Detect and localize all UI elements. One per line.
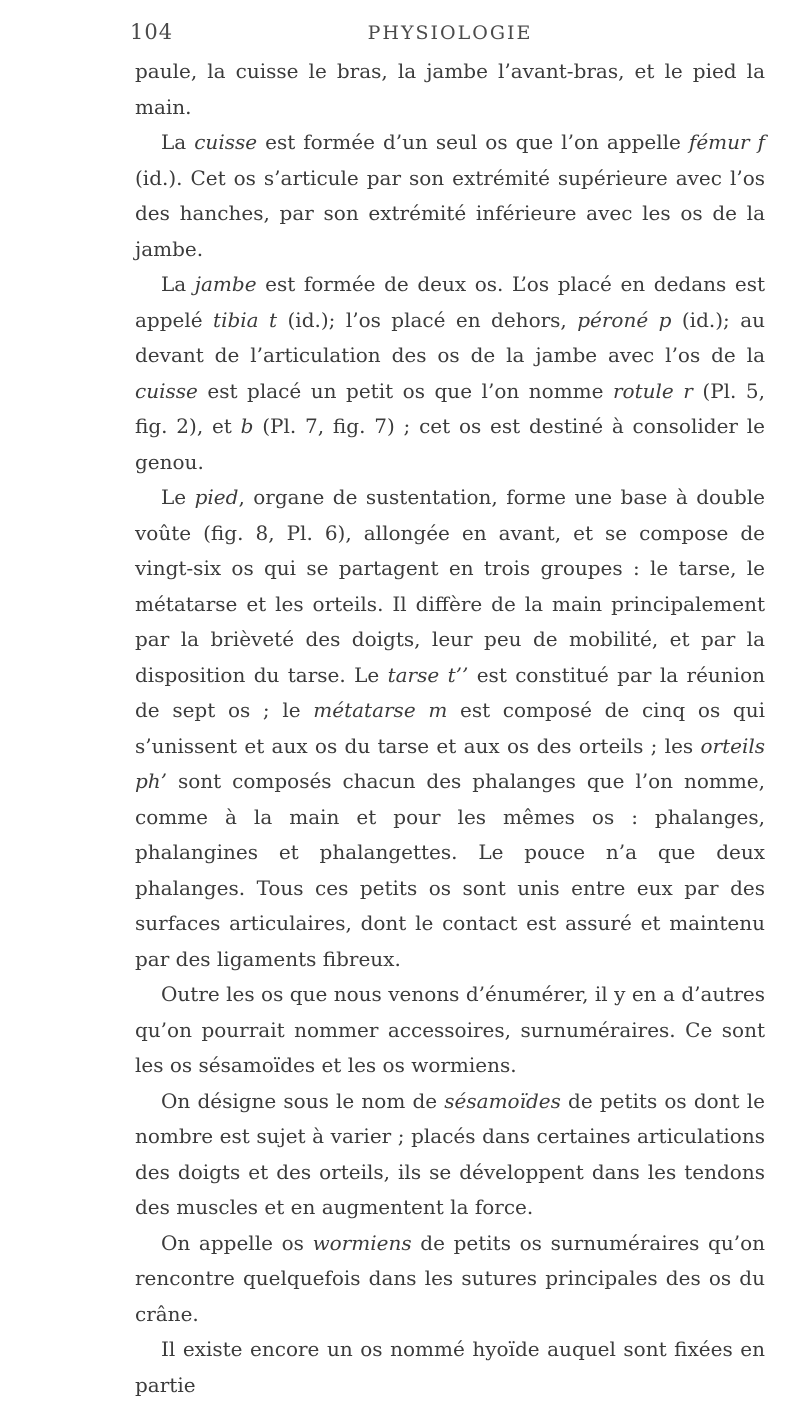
italic-term: b: [240, 414, 254, 438]
text-run: paule, la cuisse le bras, la jambe l’avant-bras, et le pied la main.: [135, 59, 765, 119]
italic-term: wormiens: [312, 1230, 412, 1255]
text-run: Le: [161, 485, 195, 509]
paragraph: [135, 977, 765, 1084]
italic-term: sésamoïdes: [444, 1088, 561, 1113]
text-run: est formée d’un seul os que l’on appelle: [257, 130, 689, 154]
paragraph: [135, 480, 765, 977]
italic-term: cuisse: [194, 130, 258, 154]
page-number: 104: [130, 20, 174, 44]
text-run: (id.); au devant de l’articulation des os de la jambe avec l’os de la: [135, 307, 766, 367]
text-run: La: [161, 130, 195, 154]
paragraph: [135, 267, 765, 480]
text-run: On appelle os: [161, 1230, 313, 1255]
text-run: (Pl. 7, fig. 7) ; cet os est destiné à consolider le genou.: [135, 414, 765, 474]
italic-term: tibia t: [213, 307, 278, 332]
paragraph: [135, 1332, 765, 1403]
running-title: PHYSIOLOGIE: [367, 22, 533, 44]
italic-term: fémur f: [688, 130, 765, 154]
text-run: est formée de deux os. L’os placé en dedans est appelé: [135, 272, 765, 332]
paragraph: [135, 54, 765, 125]
italic-term: jambe: [194, 272, 257, 296]
paragraph: [135, 1084, 765, 1226]
page-header: [130, 20, 770, 56]
text-run: On désigne sous le nom de: [161, 1088, 445, 1113]
text-run: est placé un petit os que l’on nomme: [197, 378, 613, 403]
text-run: , organe de sustentation, forme une base à double voûte (fig. 8, Pl. 6), allongée en avant, et se compose de vingt-six os qui se partagent en trois groupes : le tarse, le métatarse et les orteils. Il diffère de la main principalement par la brièveté des doigts, leur peu de mobilité, et par la disposition du tarse. Le: [135, 485, 765, 687]
italic-term: péroné p: [577, 307, 672, 332]
text-run: de petits os surnuméraires qu’on rencontre quelquefois dans les sutures principales des os du crâne.: [135, 1230, 766, 1326]
italic-term: pied: [194, 485, 239, 509]
text-run: (id.). Cet os s’articule par son extrémité supérieure avec l’os des hanches, par son extrémité inférieure avec les os de la jambe.: [135, 165, 765, 261]
text-run: de petits os dont le nombre est sujet à varier ; placés dans certaines articulations des doigts et des orteils, ils se développent dans les tendons des muscles et en augmentent la force.: [135, 1088, 765, 1219]
text-run: Il existe encore un os nommé hyoïde auquel sont fixées en partie: [135, 1337, 765, 1397]
italic-term: orteils ph’: [135, 733, 765, 793]
italic-term: rotule r: [613, 378, 693, 403]
text-run: Outre les os que nous venons d’énumérer, il y en a d’autres qu’on pourrait nommer accessoires, surnuméraires. Ce sont les os sésamoïdes et les os wormiens.: [135, 982, 765, 1077]
text-run: (Pl. 5, fig. 2), et: [135, 378, 766, 438]
text-run: La: [161, 272, 195, 296]
italic-term: métatarse m: [313, 698, 448, 722]
text-run: est composé de cinq os qui s’unissent et aux os du tarse et aux os des orteils ; les: [135, 698, 765, 758]
text-run: sont composés chacun des phalanges que l’on nomme, comme à la main et pour les mêmes os : phalanges, phalangines et phalangettes. Le pouce n’a que deux phalanges. Tous ces petits os sont unis entre eux par des surfaces articulaires, dont le contact est assuré et maintenu par des ligaments fibreux.: [135, 769, 765, 971]
paragraph: [135, 125, 765, 267]
italic-term: cuisse: [135, 378, 198, 403]
text-run: (id.); l’os placé en dehors,: [277, 307, 578, 332]
text-run: est constitué par la réunion de sept os ; le: [135, 662, 765, 722]
paragraph: [135, 1226, 765, 1333]
italic-term: tarse t’’: [387, 662, 469, 687]
body-text: [135, 54, 765, 1403]
